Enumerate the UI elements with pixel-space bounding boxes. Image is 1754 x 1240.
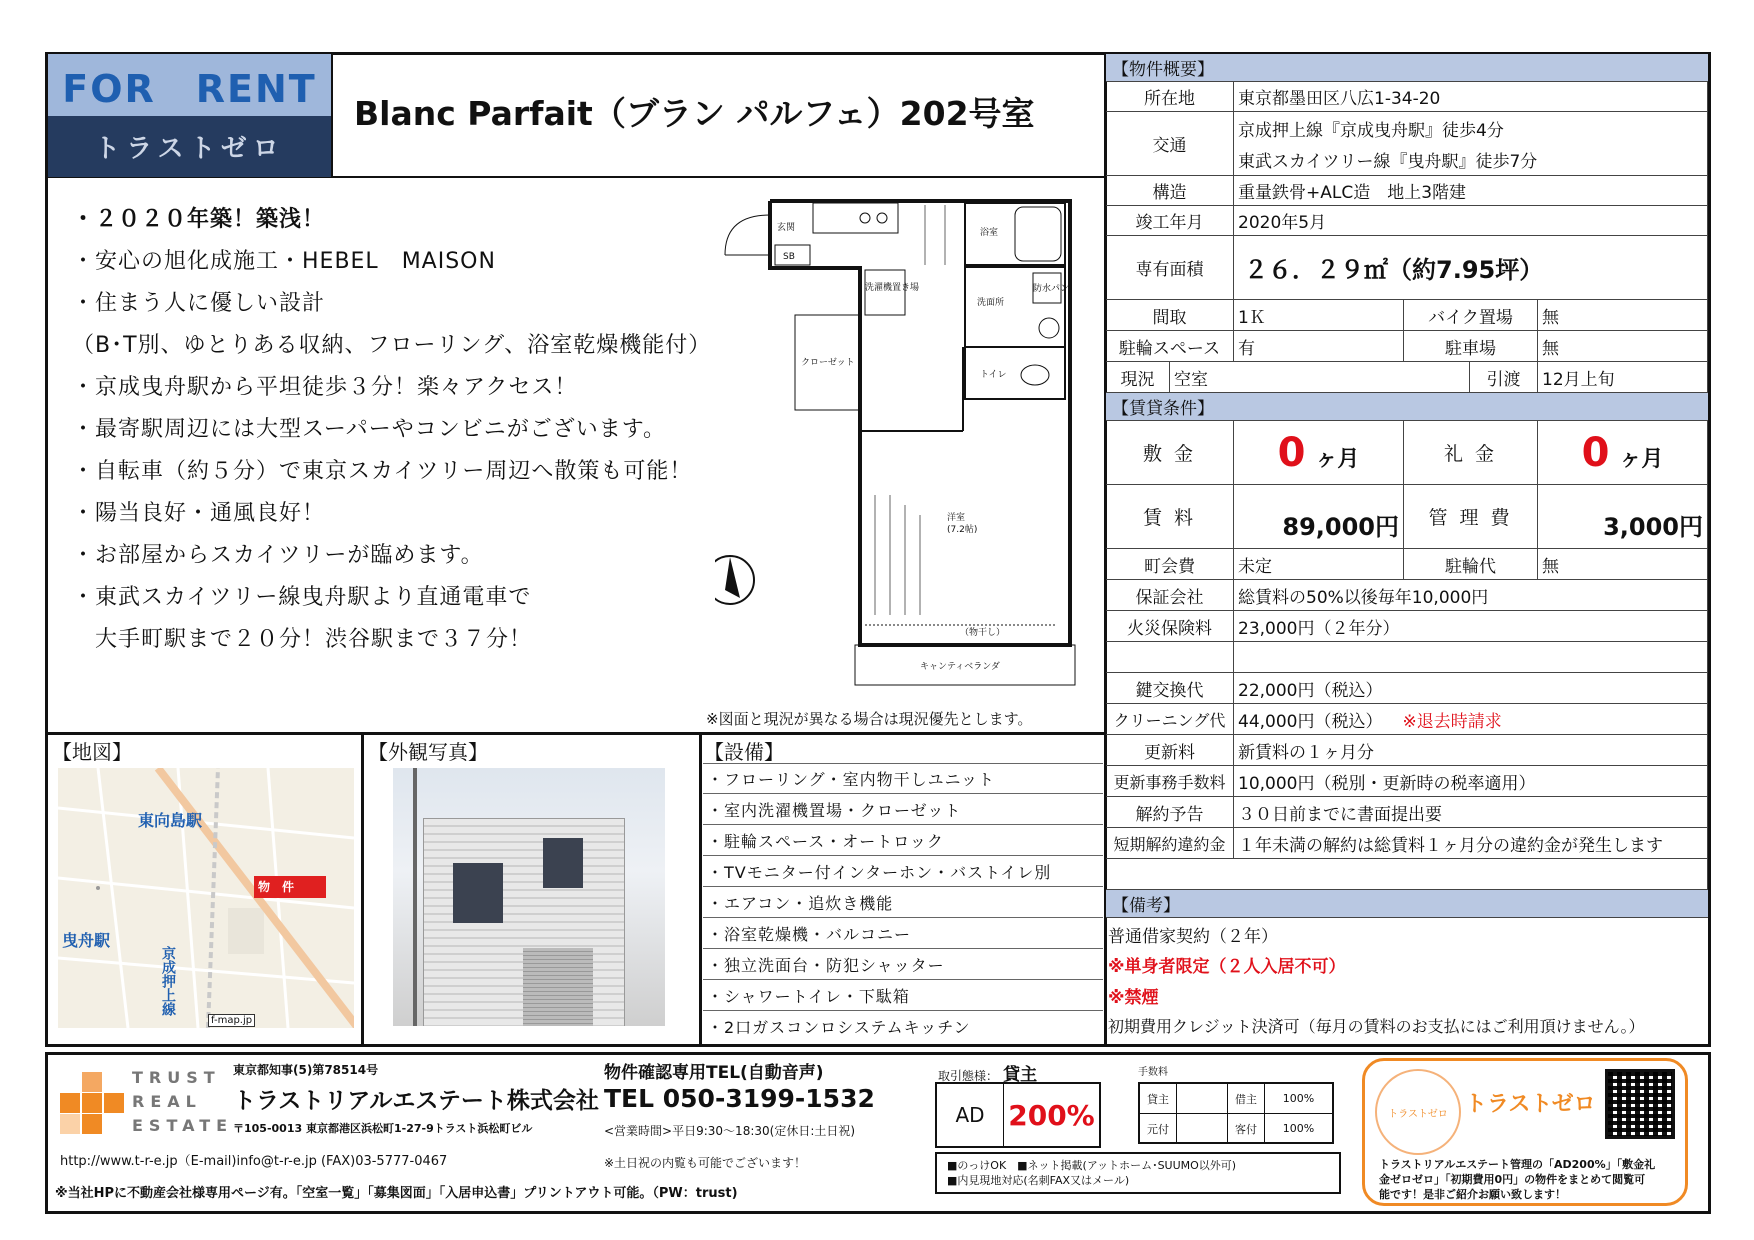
highlight-item: ・陽当良好・通風良好！ (72, 501, 326, 526)
status-value: 空室 (1170, 362, 1470, 393)
promo-line: トラストリアルエステート管理の「AD200%」「敷金礼 (1379, 1158, 1656, 1171)
highlight-item: ・東武スカイツリー線曳舟駅より直通電車で (72, 585, 532, 610)
promo-line: 能です！是非ご紹介お願い致します！ (1379, 1188, 1566, 1201)
company-contact: http://www.t-r-e.jp（E-mail)info@t-r-e.jp (FAX)03-5777-0467 (60, 1154, 448, 1169)
agent-conditions-box (935, 1152, 1341, 1194)
deal-type-value: 貸主 (1003, 1065, 1038, 1085)
logo-text (132, 1066, 233, 1138)
brand-band: トラストゼロ (48, 116, 331, 177)
logo-line: ESTATE (132, 1116, 234, 1135)
promo-badge (1362, 1058, 1688, 1206)
short-term-penalty-value: １年未満の解約は総賃料１ヶ月分の違約金が発生します (1234, 828, 1708, 859)
deposit-unit: ヶ月 (1315, 447, 1360, 472)
map-label-station1: 東向島駅 (138, 811, 203, 830)
plan-label-washer: 洗濯機置き場 (865, 283, 920, 293)
highlight-item: ・住まう人に優しい設計 (72, 291, 326, 316)
deposit-label: 敷 金 (1106, 421, 1234, 485)
seal-icon (1375, 1069, 1461, 1155)
for-rent-banner: FOR RENT (48, 54, 331, 116)
highlight-item: （B･T別、ゆとりある収納、フローリング、浴室乾燥機能付） (72, 333, 712, 358)
map-drawing (58, 768, 354, 1028)
utility-pole (413, 768, 417, 1026)
divider (361, 732, 364, 1047)
fee-cell: 貸主 (1140, 1084, 1177, 1113)
key-money-number: 0 (1581, 429, 1610, 476)
company-address: 〒105-0013 東京都港区浜松町1-27-9トラスト浜松町ビル (233, 1122, 533, 1135)
access-value-1: 京成押上線『京成曳舟駅』徒歩4分 (1234, 112, 1708, 144)
fee-cell-blank (1177, 1114, 1228, 1143)
address-label: 所在地 (1106, 82, 1234, 112)
fee-cell: 客付 (1228, 1114, 1265, 1143)
cleaning-label: クリーニング代 (1106, 704, 1234, 735)
business-hours: <営業時間>平日9:30～18:30(定休日:土日祝) (604, 1124, 856, 1138)
renewal-value: 新賃料の１ヶ月分 (1234, 735, 1708, 766)
equipment-item: ・浴室乾燥機・バルコニー (703, 918, 1103, 949)
equipment-item: ・TVモニター付インターホン・バストイレ別 (703, 856, 1103, 887)
fee-cell-blank (1177, 1084, 1228, 1113)
rent-label: 賃 料 (1106, 485, 1234, 549)
floor-plan (715, 195, 1080, 695)
equipment-item: ・フローリング・室内物干しユニット (703, 763, 1103, 794)
fee-cell: 100% (1282, 1122, 1315, 1135)
access-label: 交通 (1106, 112, 1234, 176)
fee-cell: 100% (1282, 1092, 1315, 1105)
remark-item: ※単身者限定（２人入居不可） (1108, 957, 1346, 977)
management-fee-label: 管 理 費 (1404, 485, 1538, 549)
map-heading: 【地図】 (52, 740, 132, 764)
area-label: 専有面積 (1106, 236, 1234, 300)
plan-label-closet: クローゼット (801, 358, 855, 368)
remark-item: ※禁煙 (1108, 988, 1159, 1008)
photo-heading: 【外観写真】 (368, 740, 488, 764)
fee-cell: 元付 (1140, 1114, 1177, 1143)
cleaning-note: ※退去時請求 (1402, 711, 1502, 732)
plan-label-drying: （物干し） (960, 628, 1006, 638)
layout-value: 1Ｋ (1234, 300, 1404, 331)
guarantor-value: 総賃料の50%以後毎年10,000円 (1234, 580, 1708, 611)
guarantor-label: 保証会社 (1106, 580, 1234, 611)
handover-value: 12月上旬 (1538, 362, 1708, 393)
key-money-unit: ヶ月 (1619, 447, 1664, 472)
equipment-item: ・シャワートイレ・下駄箱 (703, 980, 1103, 1011)
structure-value: 重量鉄骨+ALC造 地上3階建 (1234, 176, 1708, 206)
property-title: Blanc Parfait（ブラン パルフェ）202号室 (354, 94, 1035, 133)
bicycle-value: 有 (1234, 331, 1404, 362)
blank-label (1106, 642, 1234, 673)
ad-value: 200% (1008, 1098, 1095, 1132)
fee-row (1140, 1084, 1332, 1114)
built-label: 竣工年月 (1106, 206, 1234, 236)
tel-number[interactable]: TEL 050-3199-1532 (604, 1084, 875, 1113)
highlight-item: ・お部屋からスカイツリーが臨めます。 (72, 543, 484, 568)
remark-item: 初期費用クレジット決済可（毎月の賃料のお支払にはご利用頂けません。） (1108, 1017, 1645, 1036)
blank-row (1106, 859, 1708, 890)
building-window (543, 838, 583, 888)
remark-item: 普通借家契約（２年） (1108, 927, 1278, 947)
plan-label-room-size: (7.2帖) (947, 525, 978, 535)
divider (699, 732, 702, 1047)
lock-label: 鍵交換代 (1106, 673, 1234, 704)
highlight-item: ・２０２０年築！築浅！ (72, 207, 326, 232)
remarks-heading: 【備考】 (1106, 890, 1708, 918)
equipment-heading: 【設備】 (704, 740, 784, 764)
parking-label: 駐車場 (1404, 331, 1538, 362)
equipment-item: ・2口ガスコンロシステムキッチン (707, 1018, 971, 1037)
tel-label: 物件確認専用TEL(自動音声) (604, 1063, 824, 1083)
structure-label: 構造 (1106, 176, 1234, 206)
built-value: 2020年5月 (1234, 206, 1708, 236)
ad-box (935, 1082, 1101, 1148)
lock-value: 22,000円（税込） (1234, 673, 1708, 704)
town-fee-label: 町会費 (1106, 549, 1234, 580)
key-money-label: 礼 金 (1404, 421, 1538, 485)
logo-line: TRUST (132, 1068, 221, 1087)
deposit-number: 0 (1277, 429, 1306, 476)
key-money-value (1538, 421, 1708, 485)
access-value-2: 東武スカイツリー線『曳舟駅』徒歩7分 (1234, 144, 1708, 176)
plan-label-entrance: 玄関 (777, 223, 796, 233)
plan-label-room: 洋室 (947, 513, 966, 523)
overview-heading: 【物件概要】 (1106, 54, 1708, 82)
short-term-penalty-label: 短期解約違約金 (1106, 828, 1234, 859)
qr-code-icon (1605, 1069, 1675, 1139)
highlight-item: ・京成曳舟駅から平坦徒歩３分！楽々アクセス！ (72, 375, 578, 400)
cleaning-value (1234, 704, 1708, 735)
equipment-item: ・エアコン・追炊き機能 (703, 887, 1103, 918)
agent-condition-line: ■のっけOK ■ネット掲載(アットホーム･SUUMO以外可) (947, 1159, 1237, 1172)
agent-notice: ※当社HPに不動産会社様専用ページ有。「空室一覧」「募集図面」「入居申込書」プリントアウト可能。（PW：trust) (55, 1186, 738, 1201)
deal-type-label: 取引態様： (938, 1069, 999, 1083)
promo-line: 金ゼロゼロ」「初期費用0円」の物件をまとめて閲覧可 (1379, 1173, 1646, 1186)
highlight-item: ・最寄駅周辺には大型スーパーやコンビニがございます。 (72, 417, 667, 442)
divider (45, 732, 1105, 735)
map-property-marker: 物 件 (258, 880, 295, 894)
parking-value: 無 (1538, 331, 1708, 362)
highlight-item: 大手町駅まで２０分！渋谷駅まで３７分！ (72, 627, 533, 652)
company-name: トラストリアルエステート株式会社 (233, 1088, 599, 1114)
area-value: ２６．２９㎡（約7.95坪） (1234, 236, 1708, 300)
deposit-value (1234, 421, 1404, 485)
highlight-item: ・安心の旭化成施工・HEBEL MAISON (72, 249, 496, 274)
layout-label: 間取 (1106, 300, 1234, 331)
cancel-notice-label: 解約予告 (1106, 797, 1234, 828)
bike-label: バイク置場 (1404, 300, 1538, 331)
equipment-item: ・駐輪スペース・オートロック (703, 825, 1103, 856)
equipment-item: ・独立洗面台・防犯シャッター (703, 949, 1103, 980)
address-value: 東京都墨田区八広1-34-20 (1234, 82, 1708, 112)
fire-insurance-label: 火災保険料 (1106, 611, 1234, 642)
renewal-fee-value: 10,000円（税別・更新時の税率適用） (1234, 766, 1708, 797)
divider (331, 52, 333, 178)
weekend-notice: ※土日祝の内覧も可能でございます！ (604, 1156, 807, 1170)
plan-label-pan: 防水パン (1033, 284, 1070, 294)
plan-label-veranda: キャンティベランダ (920, 662, 1000, 672)
promo-text (1379, 1157, 1655, 1202)
highlight-item: ・自転車（約５分）で東京スカイツリー周辺へ散策も可能！ (72, 459, 693, 484)
map-label-line: 京成押上線 (160, 946, 176, 1016)
renewal-label: 更新料 (1106, 735, 1234, 766)
status-label: 現況 (1106, 362, 1170, 393)
seal-text: トラストゼロ (1388, 1108, 1448, 1120)
fee-cell: 借主 (1228, 1084, 1265, 1113)
management-fee-value: 3,000円 (1538, 485, 1708, 549)
town-fee-value: 未定 (1234, 549, 1404, 580)
plan-label-bath: 浴室 (980, 228, 999, 238)
cleaning-amount: 44,000円（税込） (1238, 711, 1383, 732)
map-image (58, 768, 354, 1028)
bicycle-fee-value: 無 (1538, 549, 1708, 580)
fire-insurance-value: 23,000円（２年分） (1234, 611, 1708, 642)
conditions-heading: 【賃貸条件】 (1106, 393, 1708, 421)
bike-value: 無 (1538, 300, 1708, 331)
map-credit: f-map.jp (208, 1014, 255, 1027)
handover-label: 引渡 (1470, 362, 1538, 393)
plan-label-toilet: トイレ (980, 370, 1007, 380)
fee-label: 手数料 (1138, 1067, 1168, 1078)
building-window (453, 863, 503, 923)
blank-value (1234, 642, 1708, 673)
floor-plan-note: ※図面と現況が異なる場合は現況優先とします。 (706, 710, 1033, 728)
renewal-fee-label: 更新事務手数料 (1106, 766, 1234, 797)
equipment-item: ・室内洗濯機置場・クローゼット (703, 794, 1103, 825)
plan-label-washroom: 洗面所 (977, 298, 1005, 308)
cancel-notice-value: ３０日前までに書面提出要 (1234, 797, 1708, 828)
badge-brand: トラストゼロ (1465, 1092, 1596, 1117)
ad-label: AD (937, 1084, 1004, 1146)
agent-condition-line: ■内見現地対応(名刺FAX又はメール) (947, 1174, 1130, 1187)
fee-row (1140, 1114, 1332, 1143)
exterior-photo (393, 768, 665, 1026)
fee-table (1138, 1082, 1334, 1144)
company-logo (60, 1072, 124, 1136)
building-shutter (523, 948, 593, 1026)
bicycle-label: 駐輪スペース (1106, 331, 1234, 362)
license-number: 東京都知事(5)第78514号 (233, 1063, 379, 1077)
logo-line: REAL (132, 1092, 202, 1111)
plan-label-sb: SB (783, 252, 795, 262)
rent-value: 89,000円 (1234, 485, 1404, 549)
map-label-station2: 曳舟駅 (62, 931, 111, 950)
bicycle-fee-label: 駐輪代 (1404, 549, 1538, 580)
